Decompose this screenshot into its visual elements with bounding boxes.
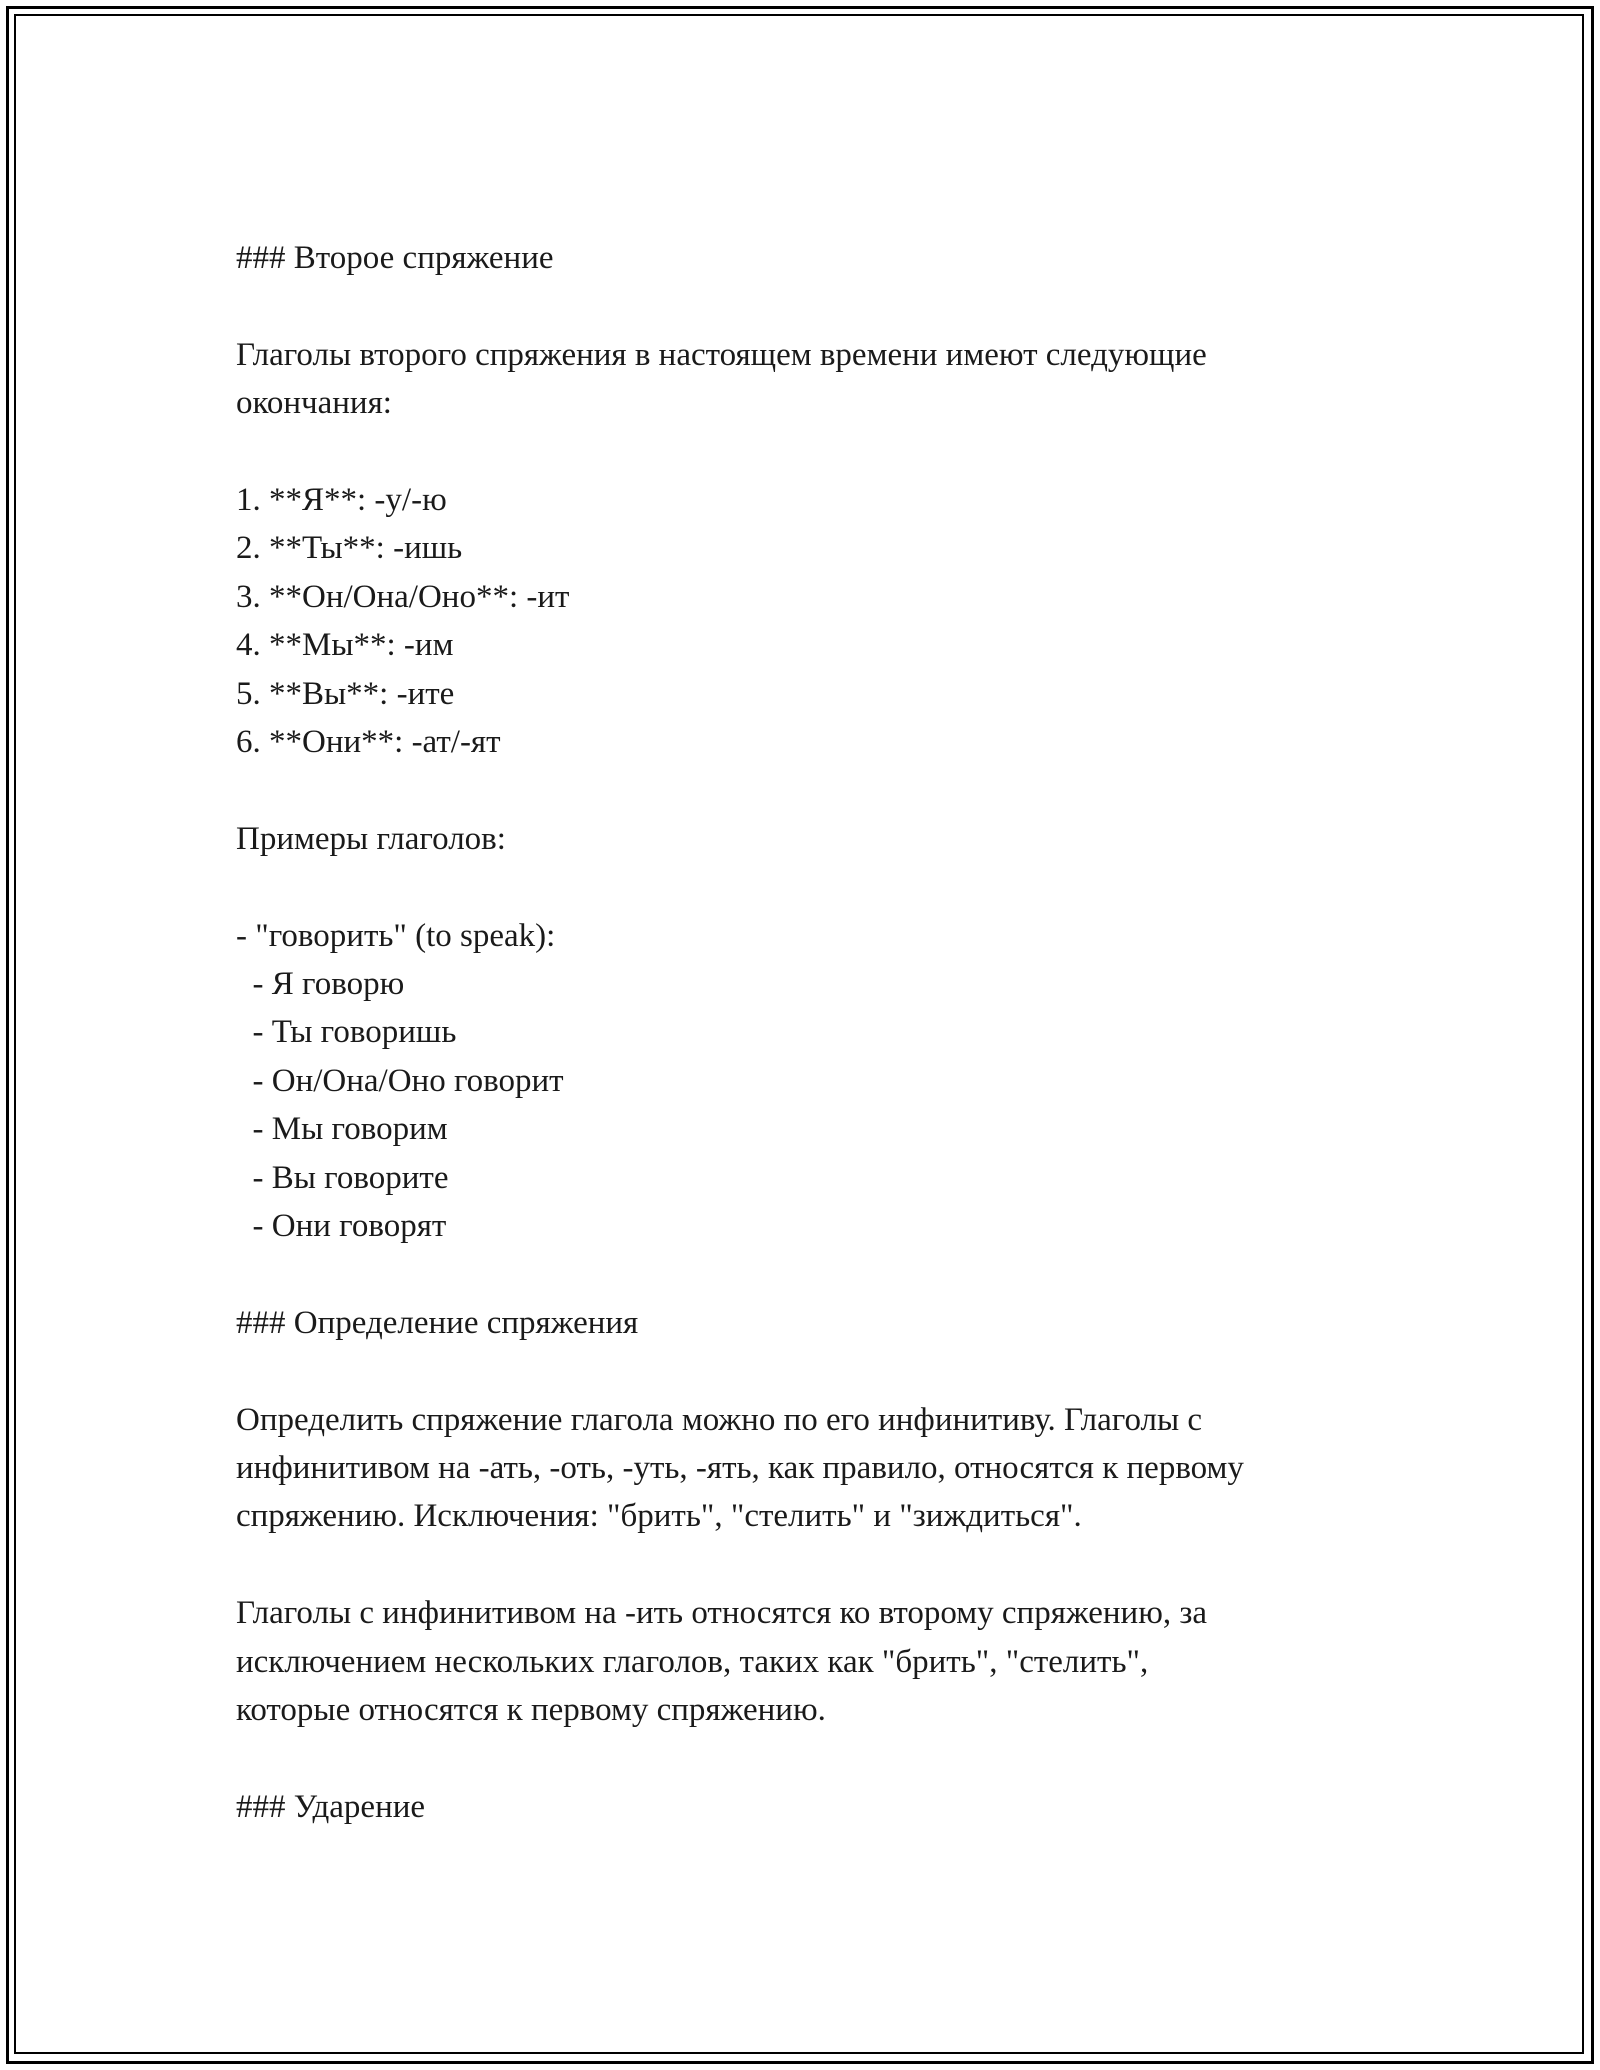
intro-paragraph-line-2: окончания:	[236, 385, 392, 422]
paragraph-2-line-2: исключением нескольких глаголов, таких как "брить", "стелить",	[236, 1643, 1149, 1680]
example-form-3: - Он/Она/Оно говорит	[236, 1062, 564, 1099]
section-heading-stress: ### Ударение	[236, 1788, 426, 1825]
paragraph-1-line-2: инфинитивом на -ать, -оть, -уть, -ять, как правило, относятся к первому	[236, 1450, 1244, 1487]
example-form-6: - Они говорят	[236, 1208, 447, 1245]
examples-label: Примеры глаголов:	[236, 820, 506, 857]
example-form-4: - Мы говорим	[236, 1111, 448, 1148]
ending-item-5: 5. **Вы**: -ите	[236, 675, 455, 712]
ending-item-3: 3. **Он/Она/Оно**: -ит	[236, 578, 570, 615]
paragraph-2-line-1: Глаголы с инфинитивом на -ить относятся ко второму спряжению, за	[236, 1595, 1208, 1632]
spacer	[236, 1250, 1416, 1298]
section-heading-second-conjugation: ### Второе спряжение	[236, 240, 554, 276]
ending-item-2: 2. **Ты**: -ишь	[236, 530, 463, 567]
spacer	[236, 282, 1416, 330]
spacer	[236, 863, 1416, 911]
ending-item-1: 1. **Я**: -у/-ю	[236, 482, 447, 518]
paragraph-1-line-3: спряжению. Исключения: "брить", "стелить" и "зиждиться".	[236, 1498, 1082, 1535]
spacer	[236, 428, 1416, 476]
paragraph-1-line-1: Определить спряжение глагола можно по его инфинитиву. Глаголы с	[236, 1401, 1203, 1438]
ending-item-4: 4. **Мы**: -им	[236, 627, 454, 664]
spacer	[236, 1734, 1416, 1782]
example-form-2: - Ты говоришь	[236, 1014, 457, 1051]
document-body	[236, 234, 1416, 1831]
example-form-1: - Я говорю	[236, 966, 405, 1003]
paragraph-2-line-3: которые относятся к первому спряжению.	[236, 1692, 826, 1729]
intro-paragraph-line-1: Глаголы второго спряжения в настоящем времени имеют следующие	[236, 336, 1207, 373]
spacer	[236, 1541, 1416, 1589]
spacer	[236, 1347, 1416, 1395]
ending-item-6: 6. **Они**: -ат/-ят	[236, 724, 501, 761]
example-form-5: - Вы говорите	[236, 1159, 449, 1196]
section-heading-determination: ### Определение спряжения	[236, 1304, 639, 1341]
example-verb: - "говорить" (to speak):	[236, 917, 556, 954]
spacer	[236, 766, 1416, 814]
